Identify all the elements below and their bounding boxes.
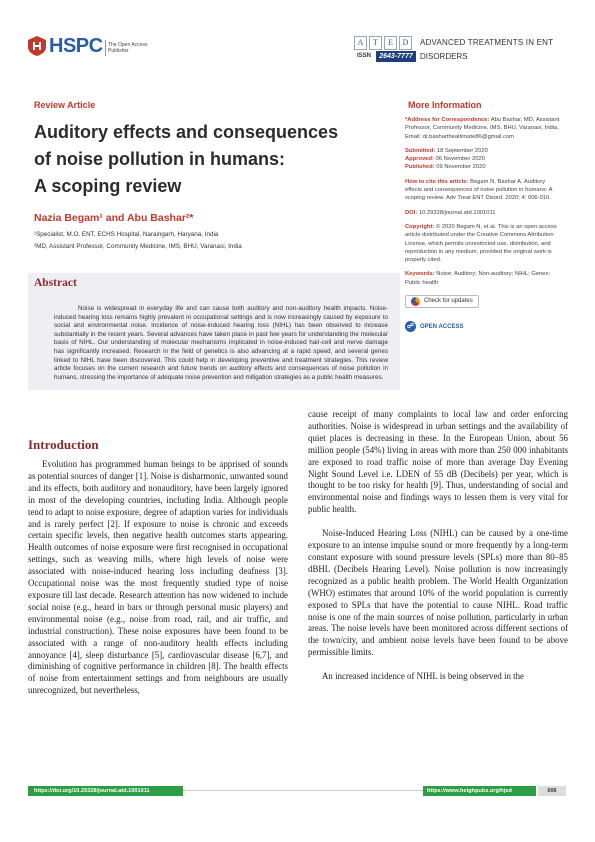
citation: How to cite this article: Begam N, Bashar A. Auditory effects and consequences of noise pollution in humans: A scoping review. Adv Treat ENT Disord. 2020; 4: 006-010. xyxy=(405,178,553,202)
authors: Nazia Begam¹ and Abu Bashar²* xyxy=(34,212,194,224)
more-info-sidebar xyxy=(405,116,563,332)
journal-title-line2: DISORDERS xyxy=(420,52,468,61)
journal-letter: A xyxy=(354,36,367,50)
article-title: Auditory effects and consequences of noise pollution in humans: A scoping review xyxy=(34,122,339,196)
affiliation: ²MD, Assistant Professor, Community Medicine, IMS, BHU, Varanasi, India xyxy=(34,243,242,250)
abstract-heading: Abstract xyxy=(34,277,77,289)
affiliations xyxy=(34,229,242,253)
journal-letter: E xyxy=(384,36,397,50)
paragraph: Noise-Induced Hearing Loss (NIHL) can be caused by a one-time exposure to an intense impulse sound or more frequently by a long-term constant exposure with sound pressure levels (SPLs) more than 80–85 dBHL (Decibels Hearing Level). Noise pollution is now increasingly recognized as a public health problem. The World Health Organization (WHO) estimates that around 10% of the world population is currently exposed to SPLs that have the potential to cause NIHL. Road traffic noise is one of the main sources of noise pollution, particularly in urban areas. The noise levels have been monitored across different sections of the town/city, and ambient noise levels have been found to be above permissible limits. xyxy=(308,528,568,658)
journal-title: ADVANCED TREATMENTS IN ENT xyxy=(420,38,554,47)
journal-letter: T xyxy=(369,36,382,50)
paragraph: cause receipt of many complaints to local law and order enforcing authorities. Noise is widespread in urban settings and the availability of quiet places is decreasing in these. In the European Union, about 56 million people (54%) living in areas with more than 250 000 inhabitants are exposed to road traffic noise of more than average Day Evening Night Sound Level i.e. LDEN of 55 dB (Decibels) per year, which is thought to be too risky for health [9]. Thus, understanding of social and environmental noise and findings ways to lessen them is very vital for public health. xyxy=(308,409,568,515)
abstract-box xyxy=(28,273,400,390)
abstract-text: Noise is widespread in everyday life and can cause both auditory and non-auditory health impacts. Noise-induced hearing loss remains highly prevalent in occupational settings and is now increasingly caused by exposure to social and environmental noise. Incidence of noise-induced hearing loss (NIHL) has been observed to increase substantially in the recent years. Several advances have taken place in past few years for understanding the molecular basis of NIHL. Our understanding of molecular mechanisms implicated in noise-induced hair-cell and nerve damage has significantly increased. Research in the field of genetics is also advancing at a rapid speed, and several genes linked to NIHL have been discovered. This could help in developing preventive and treatment strategies. This review article focuses on the current research and future trends on auditory effects and consequences of noise pollution in humans, stressing the importance of adequate noise prevention and mitigation strategies as a public health measures. xyxy=(54,305,388,381)
publisher-name: HSPC xyxy=(49,35,103,57)
check-updates-button[interactable]: Check for updates xyxy=(405,295,479,308)
paragraph: Evolution has programmed human beings to be apprised of sounds as potential sources of danger [1]. Noise is disharmonic, unwanted sound and its effects, both auditory and nonauditory, have been largely ignored in most of the developing countries, including India. Although people tend to adapt to noise exposure, degree of adaption varies for individuals and is rarely perfect [2]. If exposure to noise is chronic and exceeds certain specific levels, then negative health outcomes starts appearing. Health outcomes of noise exposure were first recognised in occupational settings, such as weaving mills, where high levels of noise were associated with noise-induced hearing loss including deafness [3]. Occupational noise was the most frequently studied type of noise exposure till last decade. Research attention has now widened to include social noise (e.g., heard in bars or through personal music players) and environmental noise (e.g., noise from road, rail, and air traffic, and industrial construction). These noise exposures have been found to be associated with a range of non-auditory health effects including annoyance [4], sleep disturbance [5], cardiovascular disease [6,7], and diminishing of cognitive performance in children [8]. The health effects of noise from entertainment settings and from neighbours are usually unrecognized, but nevertheless, xyxy=(28,459,288,696)
dates: Submitted: 18 September 2020 Approved: 06 November 2020 Published: 09 November 2020 xyxy=(405,147,488,171)
correspondence: *Address for Correspondence: Abu Bashar, MD, Assistant Professor, Community Medicine, IMS, BHU, Varanasi, India, Email: dr.basharthealtimate86@gmail.com xyxy=(405,117,560,140)
keywords: Keywords: Noise; Auditory; Non-auditory; NIHL; Genes; Public health xyxy=(405,271,551,286)
publisher-tagline: The Open Access Publisher xyxy=(108,42,148,54)
publisher-logo[interactable] xyxy=(28,34,108,58)
page-number: 006 xyxy=(538,786,566,796)
journal-letters xyxy=(354,36,412,50)
journal-letter: D xyxy=(399,36,412,50)
doi[interactable]: DOI: 10.29328/journal.atd.1001011 xyxy=(405,209,496,216)
divider xyxy=(105,40,106,56)
site-link[interactable]: https://www.heighpubs.org/hjed xyxy=(423,786,536,796)
issn-value: 2643-7777 xyxy=(376,51,416,62)
open-access-badge: ☍ OPEN ACCESS xyxy=(406,323,464,331)
shield-icon xyxy=(28,36,46,56)
article-type: Review Article xyxy=(34,100,96,110)
issn-label: ISSN xyxy=(357,53,372,59)
doi-link[interactable]: https://doi.org/10.29328/journal.atd.1001011 xyxy=(28,786,183,796)
crossmark-icon xyxy=(411,297,420,306)
body-column-left xyxy=(28,459,288,697)
more-info-heading: More Information xyxy=(408,100,482,110)
introduction-heading: Introduction xyxy=(28,437,99,452)
body-column-right xyxy=(308,409,568,683)
open-access-icon: ☍ xyxy=(406,323,415,331)
footer-divider xyxy=(183,790,423,791)
copyright: Copyright: © 2020 Begam N, et al. This is an open access article distributed under the Creative Commons Attribution License, which permits unrestricted use, distribution, and reproduction in any medium, provided the original work is properly cited. xyxy=(405,223,557,264)
paragraph: An increased incidence of NIHL is being observed in the xyxy=(322,671,525,682)
affiliation: ¹Specialist, M.O. ENT, ECHS Hospital, Naraingarh, Haryana, India xyxy=(34,231,219,238)
